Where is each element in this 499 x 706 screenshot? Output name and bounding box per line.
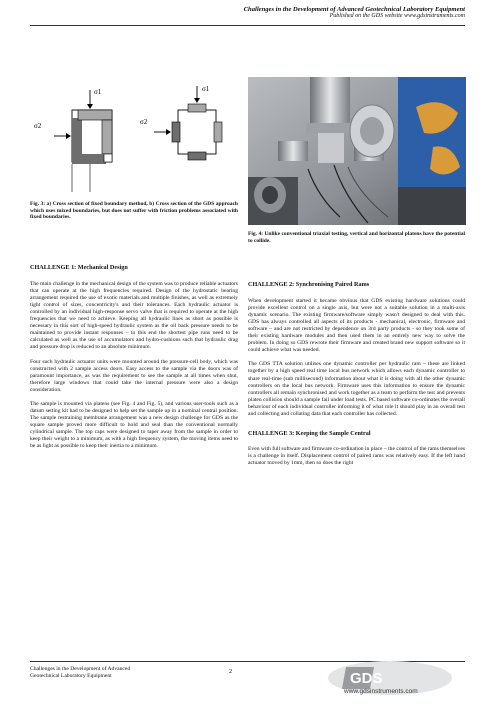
header-rule — [30, 25, 465, 26]
page-number: 2 — [229, 669, 232, 675]
gds-logo — [320, 661, 468, 696]
challenge-1-heading: CHALLENGE 1: Mechanical Design — [30, 264, 128, 271]
footer-line-1: Challenges in the Development of Advanced — [30, 666, 131, 672]
logo-text: GDS — [350, 670, 383, 687]
figure-3 — [28, 80, 240, 198]
challenge-2-heading: CHALLENGE 2: Synchronising Paired Rams — [248, 281, 370, 288]
challenge-1-paragraph-2: Four such hydraulic actuator units were mounted around the pressure-cell body, which was constructed with 2 sample access doors. Easy access to the sample via the doors was of paramount importance, as was the requirement to see the sample at all times when shut, therefore large windows that could take the internal pressure were also a design consideration. — [30, 358, 238, 393]
figure-3-caption: Fig. 3: a) Cross section of fixed boundary method, b) Cross section of the GDS approach which uses mixed boundaries, but does not suffer with friction problems associated with fixed boundaries. — [30, 201, 238, 221]
challenge-3-paragraph-1: Even with full software and firmware co-ordination in place – the control of the rams themselves is a challenge in itself. Displacement control of paired rams was relatively easy. If the left hand actuator moved by 1mm, then so does the right — [248, 445, 465, 466]
figure-3b — [140, 85, 222, 160]
right-column — [248, 281, 465, 467]
footer-text — [30, 666, 130, 680]
challenge-1-paragraph-3: The sample is mounted via platens (see Fig. 4 and Fig. 5), and various user-tools such as a datum setting kit had to be designed to help set the sample up in a nominal central position. The sample restraining membrane arrangement was a new design challenge for GDS as the square sample proved more difficult to hold and seal than the conventional normally cylindrical sample. The top caps were designed to taper away from the sample in order to keep their weight to a minimum, as with a high frequency system, the moving items need to be as light as possible to keep their inertia to a minimum. — [30, 400, 238, 450]
left-column — [30, 264, 238, 450]
fig3b-sigma2: σ2 — [140, 118, 148, 126]
page-header — [244, 6, 465, 19]
header-published: Published on the GDS website www.gdsinstruments.com — [329, 13, 465, 19]
fig3a-sigma2: σ2 — [34, 122, 42, 130]
figure-4-photo — [248, 77, 466, 225]
challenge-1-paragraph-1: The main challenge in the mechanical design of the system was to produce reliable actuators that can operate at the high frequencies required. Design of the hydrostatic bearing arrangement required the use of exotic materials and multiple finishes, as well as extremely tight control of sizes, concentricity's and their tolerances. Each hydraulic actuator is controlled by an individual high-response servo valve that is required to operate at the high frequencies that we need to achieve. Keeping all hydraulic lines as short as possible is necessary in this sort of high-speed hydraulic system as the oil back pressure needs to be maintained to provide instant responses – to this end the shortest pipe runs need to be calculated as well as the use of accumulators and hydro-cushions such that hydraulic drag and pressure drop is reduced to an absolute minimum. — [30, 281, 238, 351]
fig3b-sigma1: σ1 — [202, 85, 210, 93]
challenge-3-heading: CHALLENGE 3: Keeping the Sample Central — [248, 429, 371, 437]
logo-url: www.gdsinstruments.com — [344, 688, 418, 695]
header-title: Challenges in the Development of Advanced Geotechnical Laboratory Equipment — [243, 6, 465, 13]
footer-line-2: Geotechnical Laboratory Equipment — [30, 673, 112, 679]
fig3a-sigma1: σ1 — [94, 88, 102, 96]
challenge-2-paragraph-1: When development started it became obvious that GDS existing hardware solutions could provide excellent control on a single axis, but were not a suitable solution in a multi-axis dynamic scenario. The existing firmware/software simply wasn't designed to deal with this. GDS has always controlled all aspects of its products - mechanical, electronic, firmware and software – and are not restricted by dependence on 3rd party products - so they took some of their existing hardware modules and then used them in an entirely new way to solve the problem. In doing so GDS rewrote their firmware and created brand new support software so it could achieve what was needed. — [248, 298, 465, 354]
figure-3a — [34, 88, 112, 192]
figure-4-caption: Fig. 4: Unlike conventional triaxial testing, vertical and horizontal platens have the potential to collide. — [248, 231, 465, 244]
challenge-2-paragraph-2: The GDS TTA solution utilises one dynamic controller per hydraulic ram – these are linked together by a high speed real time local bus network which allows each dynamic controller to share real-time (sub millisecond) information about what it is doing with all the other dynamic controllers on the local bus network. Firmware uses this information to ensure the dynamic controllers all remain synchronised and work together as a team to perform the test and prevents platen collision should a sample fail under load tests. PC based software co-ordinates the overall behaviour of each individual controller informing it of what role it should play in an overall test and collecting and collating data that each controller has collected. — [248, 361, 465, 417]
